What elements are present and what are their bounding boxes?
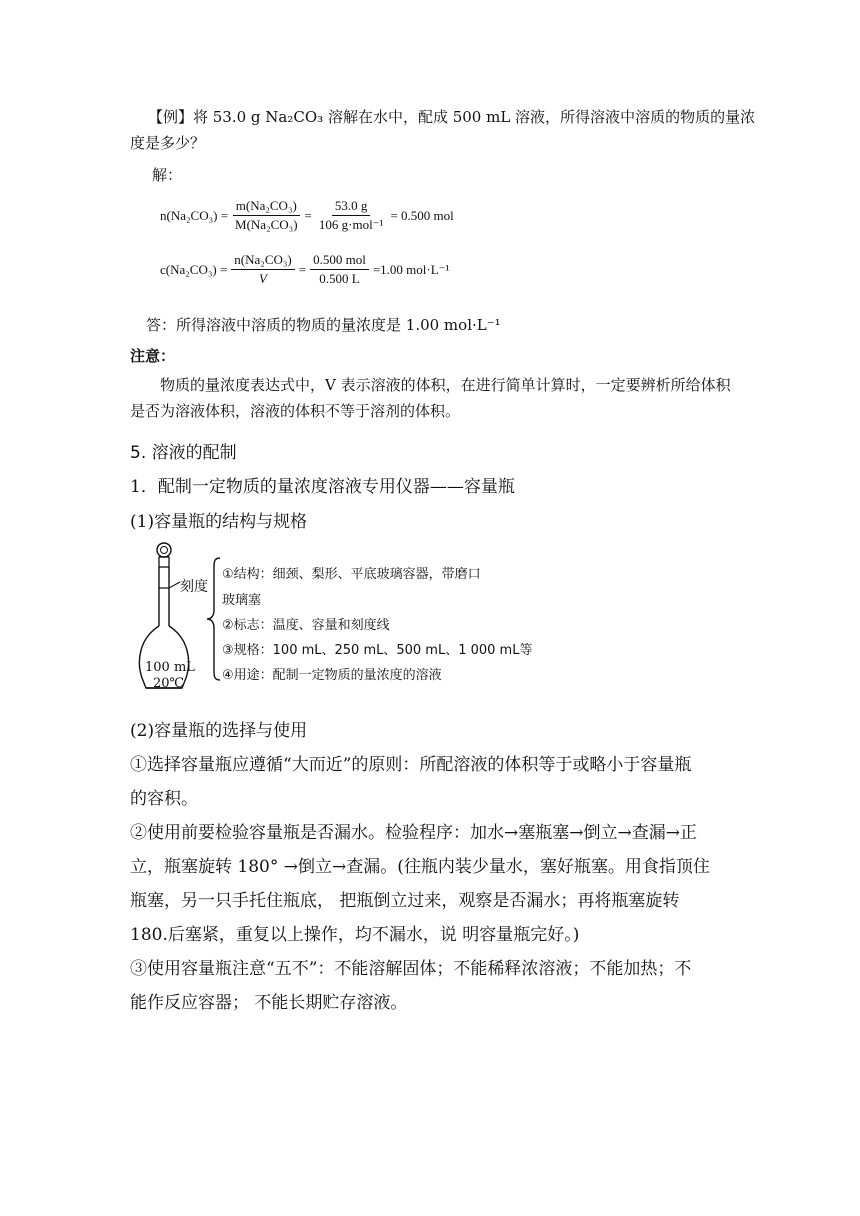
eq2-lhs: c(Na₂CO₃) = xyxy=(160,261,228,277)
equation-molar-amount xyxy=(160,198,454,233)
eq2-equals: = xyxy=(298,261,307,277)
usage-line-3: ②使用前要检验容量瓶是否漏水。检验程序：加水→塞瓶塞→倒立→查漏→正 xyxy=(130,823,697,843)
flask-item-sizes: ③规格：100 mL、250 mL、500 mL、1 000 mL等 xyxy=(222,643,533,658)
eq1-num1: m(Na₂CO₃) xyxy=(233,198,300,216)
flask-item-structure-cont: 玻璃塞 xyxy=(222,593,262,608)
eq2-den2: 0.500 L xyxy=(319,271,360,286)
flask-item-structure: ①结构：细颈、梨形、平底玻璃容器，带磨口 xyxy=(222,567,481,582)
eq1-result: = 0.500 mol xyxy=(390,207,454,223)
usage-line-1: ①选择容量瓶应遵循“大而近”的原则：所配溶液的体积等于或略小于容量瓶 xyxy=(130,755,692,775)
eq1-lhs: n(Na₂CO₃) = xyxy=(160,207,229,223)
usage-line-5: 瓶塞，另一只手托住瓶底， 把瓶倒立过来，观察是否漏水；再将瓶塞旋转 xyxy=(130,891,680,911)
eq2-num2: 0.500 mol xyxy=(310,252,369,270)
eq1-num2: 53.0 g xyxy=(332,198,371,216)
eq1-den1: M(Na₂CO₃) xyxy=(235,217,298,232)
brace-icon xyxy=(206,556,222,682)
usage-line-6: 180.后塞紧，重复以上操作，均不漏水，说 明容量瓶完好。) xyxy=(130,925,580,945)
usage-line-8: 能作反应容器； 不能长期贮存溶液。 xyxy=(130,993,408,1013)
subsection-structure-heading: (1)容量瓶的结构与规格 xyxy=(130,512,308,532)
flask-scale-label: 刻度 xyxy=(180,579,208,595)
eq2-fraction-2 xyxy=(310,252,369,287)
usage-line-7: ③使用容量瓶注意“五不”：不能溶解固体；不能稀释浓溶液；不能加热；不 xyxy=(130,959,692,979)
eq1-fraction-2 xyxy=(316,198,387,233)
solution-label: 解： xyxy=(152,166,183,184)
example-line-2: 度是多少？ xyxy=(130,134,206,152)
subsection-heading: 1．配制一定物质的量浓度溶液专用仪器——容量瓶 xyxy=(130,477,515,497)
usage-line-2: 的容积。 xyxy=(130,789,198,809)
note-title: 注意： xyxy=(130,347,176,365)
eq2-result: =1.00 mol·L⁻¹ xyxy=(372,261,450,277)
flask-volume-label: 100 mL xyxy=(145,660,195,675)
note-line-1: 物质的量浓度表达式中，V 表示溶液的体积，在进行简单计算时，一定要辨析所给体积 xyxy=(160,376,731,394)
equation-concentration xyxy=(160,252,449,287)
eq1-equals: = xyxy=(304,207,312,223)
example-line-1: 【例】将 53.0 g Na₂CO₃ 溶解在水中，配成 500 mL 溶液，所得溶液中溶质的物质的量浓 xyxy=(148,108,756,126)
flask-item-purpose: ④用途：配制一定物质的量浓度的溶液 xyxy=(222,668,442,683)
answer: 答：所得溶液中溶质的物质的量浓度是 1.00 mol·L⁻¹ xyxy=(146,316,501,334)
flask-temp-label: 20℃ xyxy=(153,676,185,691)
section-heading: 5. 溶液的配制 xyxy=(130,443,237,463)
eq2-den1: V xyxy=(259,271,267,286)
usage-line-4: 立，瓶塞旋转 180° →倒立→查漏。(往瓶内装少量水，塞好瓶塞。用食指顶住 xyxy=(130,857,710,877)
eq1-den2: 106 g·mol⁻¹ xyxy=(318,217,384,232)
eq2-num1: n(Na₂CO₃) xyxy=(231,252,294,270)
eq1-fraction-1 xyxy=(232,198,301,233)
flask-item-markings: ②标志：温度、容量和刻度线 xyxy=(222,618,390,633)
eq2-fraction-1 xyxy=(231,252,294,287)
note-line-2: 是否为溶液体积，溶液的体积不等于溶剂的体积。 xyxy=(130,402,461,420)
usage-heading: (2)容量瓶的选择与使用 xyxy=(130,721,308,741)
